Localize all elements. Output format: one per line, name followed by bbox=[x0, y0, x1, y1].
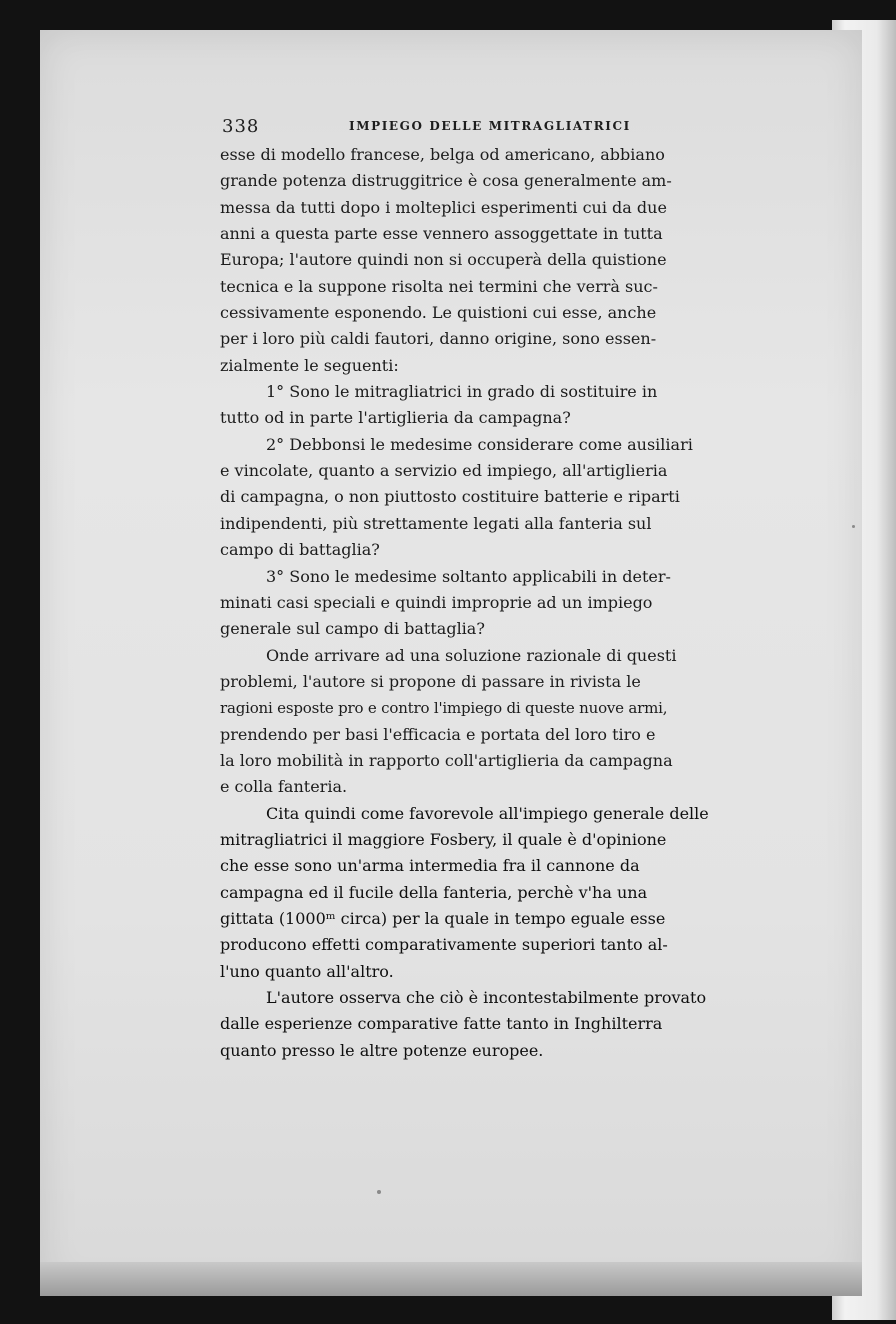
text-line: zialmente le seguenti: bbox=[220, 355, 399, 375]
text-line: l'uno quanto all'altro. bbox=[220, 961, 394, 981]
body-text bbox=[220, 142, 742, 1064]
text-line-paragraph-start: Onde arrivare ad una soluzione razionale di questi bbox=[266, 645, 677, 665]
text-line: problemi, l'autore si propone di passare in rivista le bbox=[220, 671, 641, 691]
text-line: di campagna, o non piuttosto costituire batterie e riparti bbox=[220, 487, 680, 507]
paper-speck bbox=[852, 525, 855, 528]
text-line: quanto presso le altre potenze europee. bbox=[220, 1040, 544, 1060]
text-line: che esse sono un'arma intermedia fra il cannone da bbox=[220, 856, 640, 876]
text-line-question-3: 3° Sono le medesime soltanto applicabili in deter- bbox=[266, 566, 671, 586]
text-line-question-1: 1° Sono le mitragliatrici in grado di sostituire in bbox=[266, 382, 658, 402]
page-bottom-shadow bbox=[40, 1262, 862, 1296]
text-line: minati casi speciali e quindi improprie ad un impiego bbox=[220, 592, 653, 612]
text-line: cessivamente esponendo. Le quistioni cui esse, anche bbox=[220, 303, 657, 323]
text-line: generale sul campo di battaglia? bbox=[220, 619, 485, 639]
text-line: campagna ed il fucile della fanteria, perchè v'ha una bbox=[220, 882, 648, 902]
text-line: e vincolate, quanto a servizio ed impiego, all'artiglieria bbox=[220, 461, 668, 481]
text-line: dalle esperienze comparative fatte tanto in Inghilterra bbox=[220, 1014, 663, 1034]
text-line-paragraph-start: Cita quindi come favorevole all'impiego generale delle bbox=[266, 803, 709, 823]
text-line: la loro mobilità in rapporto coll'artiglieria da campagna bbox=[220, 750, 673, 770]
text-line: prendendo per basi l'efficacia e portata del loro tiro e bbox=[220, 724, 656, 744]
text-line: ragioni esposte pro e contro l'impiego di queste nuove armi, bbox=[220, 699, 668, 718]
running-title: IMPIEGO DELLE MITRAGLIATRICI bbox=[349, 119, 631, 133]
text-line: e colla fanteria. bbox=[220, 777, 348, 797]
text-line-paragraph-start: L'autore osserva che ciò è incontestabilmente provato bbox=[266, 988, 707, 1007]
page-number: 338 bbox=[222, 116, 260, 137]
text-line: tecnica e la suppone risolta nei termini che verrà suc- bbox=[220, 276, 658, 296]
text-line: per i loro più caldi fautori, danno origine, sono essen- bbox=[220, 329, 657, 349]
text-line: grande potenza distruggitrice è cosa generalmente am- bbox=[220, 171, 672, 191]
text-line: messa da tutti dopo i molteplici esperimenti cui da due bbox=[220, 197, 667, 217]
text-line: anni a questa parte esse vennero assoggettate in tutta bbox=[220, 224, 663, 244]
text-line-question-2: 2° Debbonsi le medesime considerare come ausiliari bbox=[266, 434, 693, 454]
text-line: Europa; l'autore quindi non si occuperà della quistione bbox=[220, 250, 667, 270]
text-line: indipendenti, più strettamente legati alla fanteria sul bbox=[220, 513, 652, 533]
text-line: esse di modello francese, belga od americano, abbiano bbox=[220, 145, 665, 164]
text-line: campo di battaglia? bbox=[220, 540, 380, 560]
page-header bbox=[222, 116, 742, 140]
text-line: gittata (1000ᵐ circa) per la quale in tempo eguale esse bbox=[220, 908, 666, 928]
paper-speck bbox=[377, 1190, 381, 1194]
text-line: mitragliatrici il maggiore Fosbery, il quale è d'opinione bbox=[220, 829, 667, 849]
text-line: tutto od in parte l'artiglieria da campagna? bbox=[220, 408, 571, 428]
text-line: producono effetti comparativamente superiori tanto al- bbox=[220, 935, 668, 955]
